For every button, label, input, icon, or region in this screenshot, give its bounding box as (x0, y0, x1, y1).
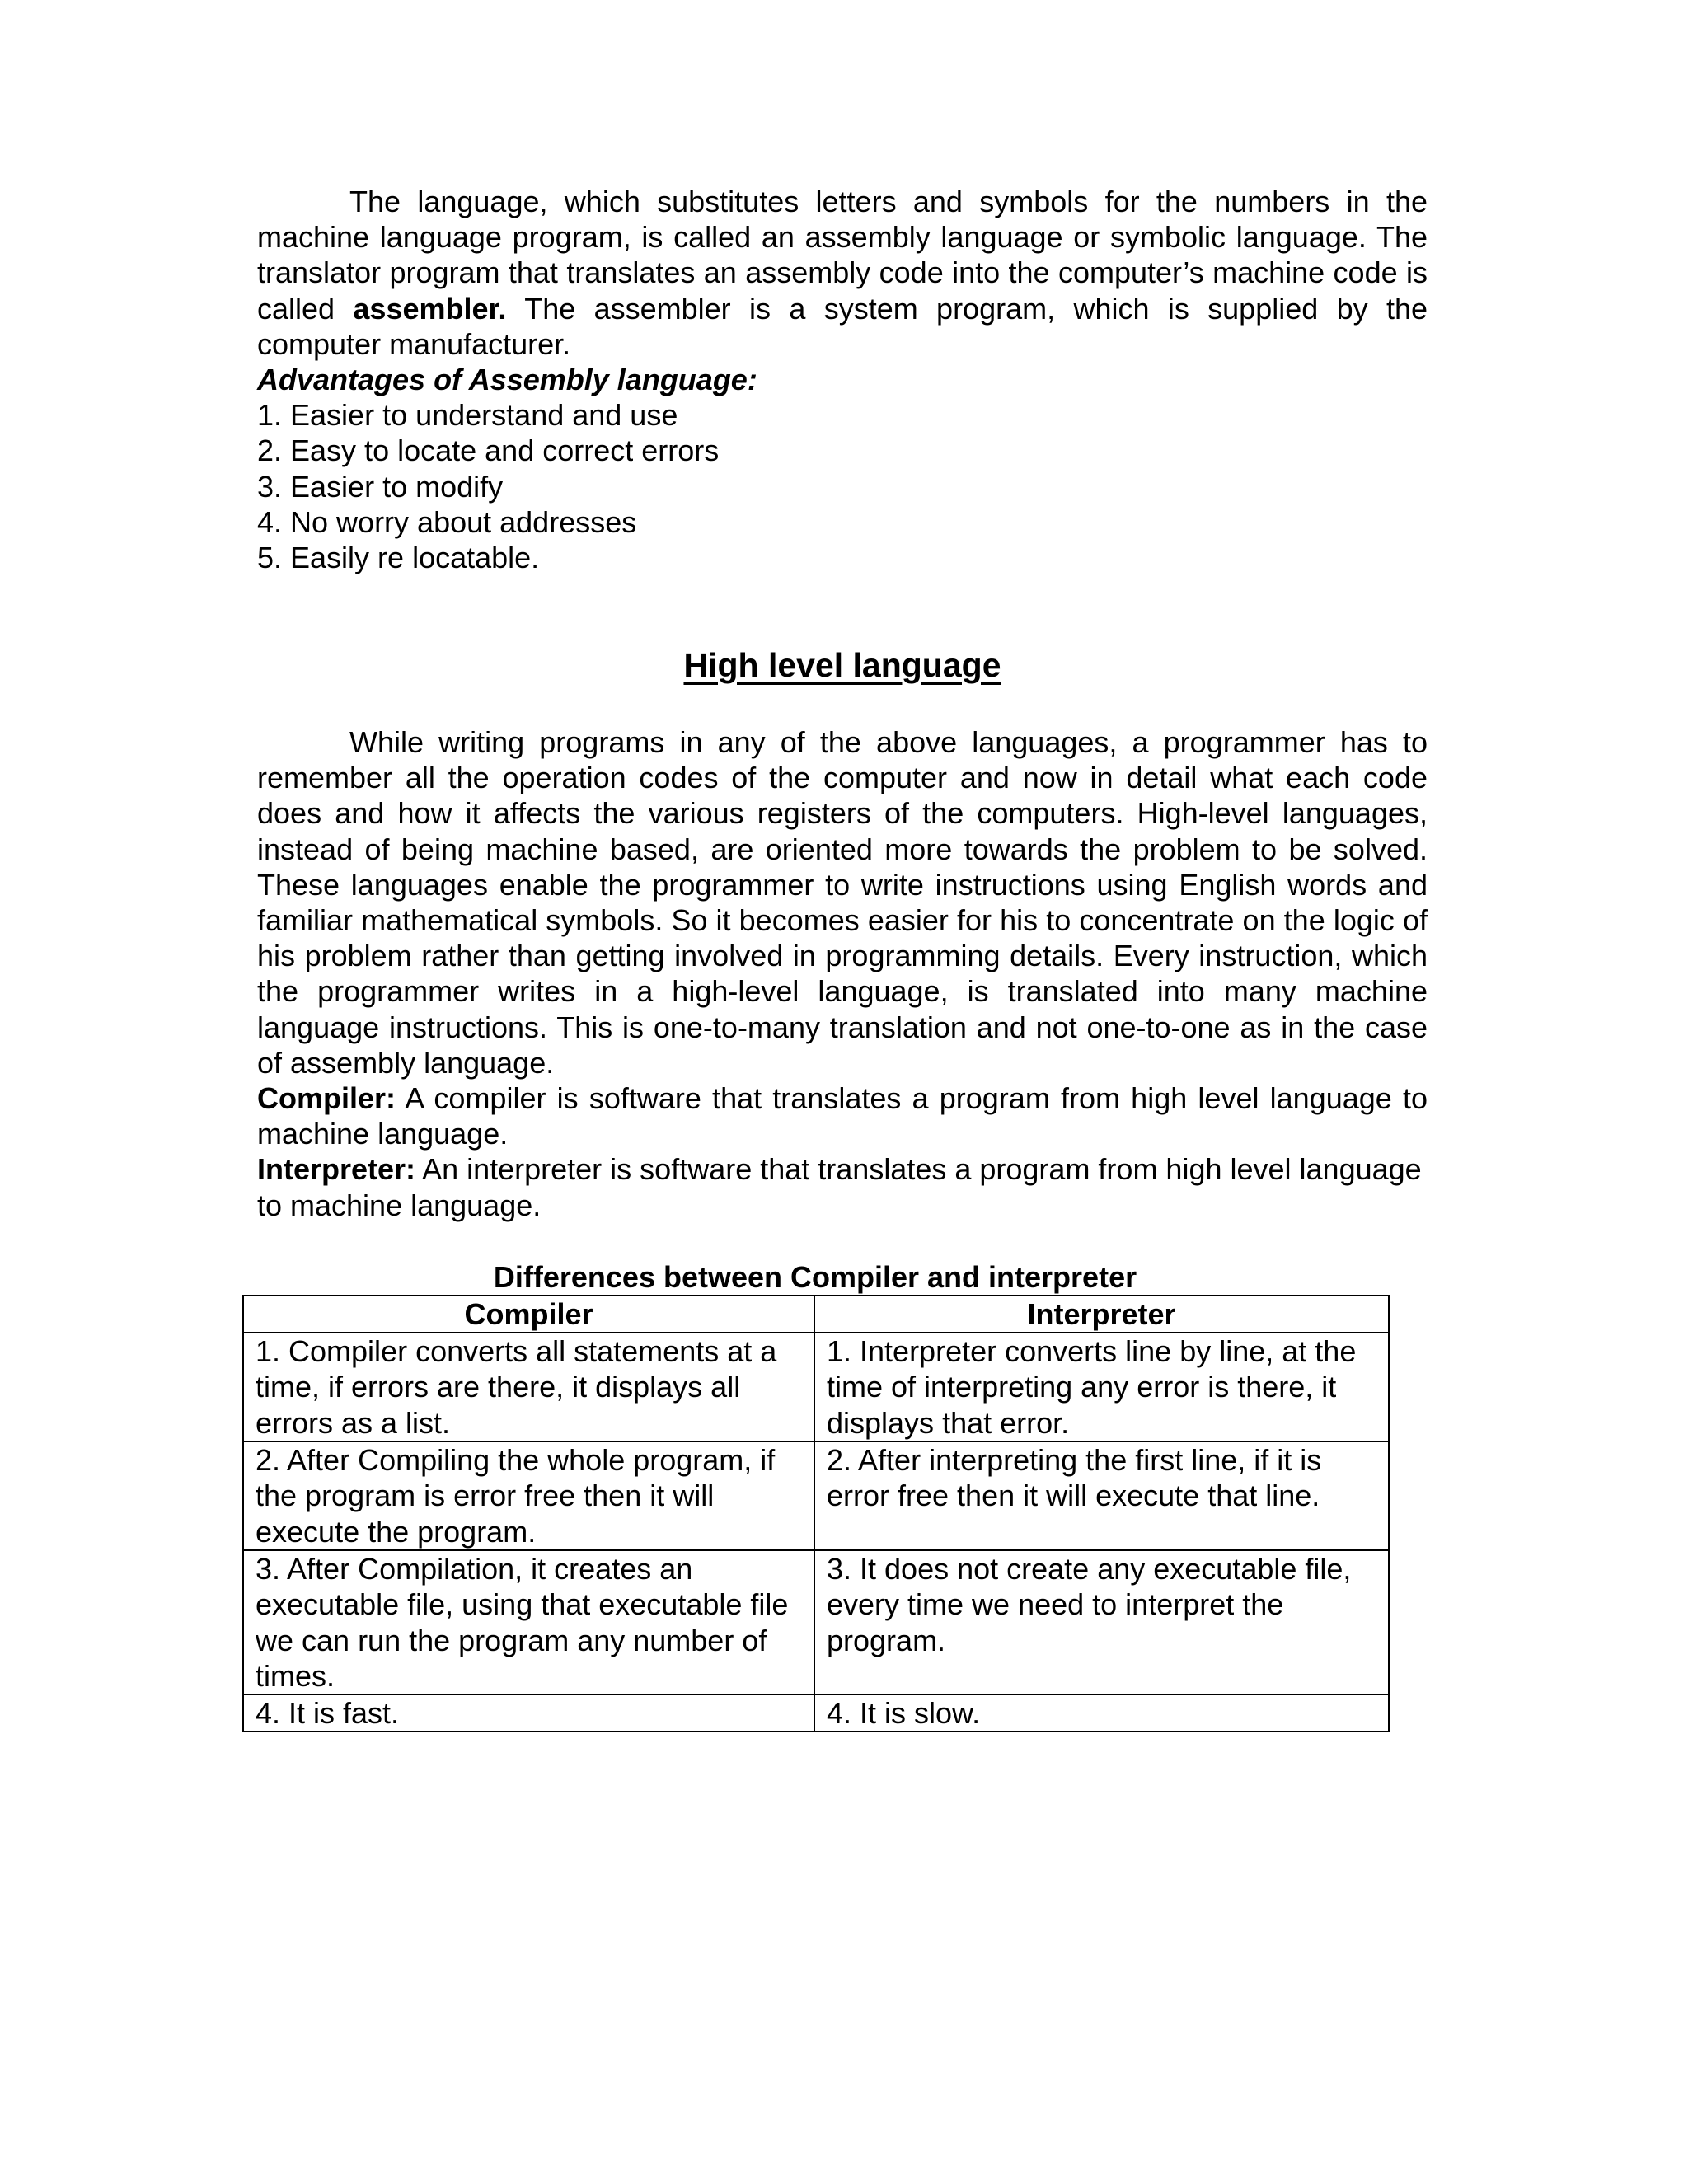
table-cell: 2. After Compiling the whole program, if the program is error free then it will execute the program. (243, 1441, 814, 1550)
interpreter-label: Interpreter: (257, 1152, 416, 1187)
section-heading: High level language (683, 646, 1001, 684)
table-row (243, 1550, 1389, 1694)
table-row (243, 1441, 1389, 1550)
advantages-list (257, 397, 1428, 575)
table-title: Differences between Compiler and interpreter (493, 1260, 1137, 1294)
assembly-section (257, 184, 1428, 575)
table-cell: 3. It does not create any executable file, every time we need to interpret the program. (814, 1550, 1389, 1694)
compiler-definition (257, 1080, 1428, 1151)
table-cell: 2. After interpreting the first line, if it is error free then it will execute that line. (814, 1441, 1389, 1550)
table-header-row (243, 1296, 1389, 1333)
table-cell: 4. It is fast. (243, 1694, 814, 1732)
table-row (243, 1333, 1389, 1441)
advantages-heading: Advantages of Assembly language: (257, 363, 757, 397)
assembly-paragraph (257, 184, 1428, 362)
high-level-paragraph: While writing programs in any of the above languages, a programmer has to remember all the operation codes of the computer and now in detail what each code does and how it affects the various registers of the computers. High-level languages, instead of being machine based, are oriented more towards the problem to be solved. These languages enable the programmer to write instructions using English words and familiar mathematical symbols. So it becomes easier for his to concentrate on the logic of his problem rather than getting involved in programming details. Every instruction, which the programmer writes in a high-level language, is translated into many machine language instructions. This is one-to-many translation and not one-to-one as in the case of assembly language. (257, 725, 1428, 1080)
high-level-section (257, 724, 1428, 1223)
table-row (243, 1694, 1389, 1732)
list-item: 5. Easily re locatable. (257, 541, 540, 575)
list-item: 1. Easier to understand and use (257, 398, 678, 433)
assembly-paragraph-text: The language, which substitutes letters and symbols for the numbers in the machine language program, is called an assembly language or symbolic language. The translator program that translates an assembly code into the computer’s machine code is called (257, 185, 1428, 326)
assembler-term: assembler. (353, 291, 507, 326)
table-cell: 1. Interpreter converts line by line, at the time of interpreting any error is there, it displays that error. (814, 1333, 1389, 1441)
interpreter-text: An interpreter is software that translates a program from high level language to machine language. (257, 1152, 1422, 1222)
table-cell: 1. Compiler converts all statements at a time, if errors are there, it displays all errors as a list. (243, 1333, 814, 1441)
table-cell: 4. It is slow. (814, 1694, 1389, 1732)
interpreter-definition (257, 1151, 1428, 1222)
list-item: 4. No worry about addresses (257, 504, 637, 539)
compiler-text: A compiler is software that translates a program from high level language to machine language. (257, 1081, 1428, 1151)
comparison-table (242, 1295, 1390, 1732)
list-item: 3. Easier to modify (257, 469, 504, 504)
table-cell: 3. After Compilation, it creates an executable file, using that executable file we can run the program any number of times. (243, 1550, 814, 1694)
assembly-paragraph-tail: The assembler is a system program, which is supplied by the computer manufacturer. (257, 291, 1428, 361)
column-header-interpreter: Interpreter (814, 1296, 1389, 1333)
list-item: 2. Easy to locate and correct errors (257, 434, 720, 468)
compiler-label: Compiler: (257, 1081, 396, 1116)
column-header-compiler: Compiler (243, 1296, 814, 1333)
